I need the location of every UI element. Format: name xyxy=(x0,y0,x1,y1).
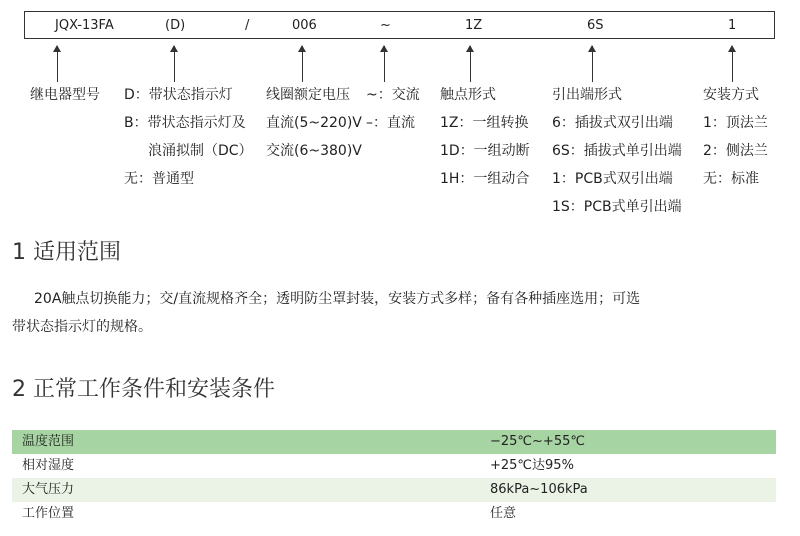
scope-paragraph-line: 20A触点切换能力；交/直流规格齐全；透明防尘罩封装，安装方式多样；备有各种插座选用；可选 xyxy=(34,291,641,307)
model-segment-slash: / xyxy=(245,18,250,33)
row-label: 工作位置 xyxy=(22,506,75,521)
legend-indicator-item: D：带状态指示灯 xyxy=(124,87,233,103)
legend-indicator-item: 浪涌拟制（DC） xyxy=(148,143,253,159)
conditions-table xyxy=(12,430,776,526)
table-row xyxy=(12,502,776,526)
arrow-icon-mounting xyxy=(732,46,733,82)
row-label: 大气压力 xyxy=(22,482,75,497)
arrow-icon-terminal xyxy=(592,46,593,82)
legend-contact-item: 1D：一组动断 xyxy=(440,143,530,159)
table-row xyxy=(12,454,776,478)
legend-terminal-item: 1：PCB式双引出端 xyxy=(552,171,673,187)
legend-voltage-item: 直流(5~220)V xyxy=(266,115,362,131)
legend-indicator-item: B：带状态指示灯及 xyxy=(124,115,246,131)
model-segment-mounting: 1 xyxy=(728,18,737,33)
legend-indicator-item: 无：普通型 xyxy=(124,171,194,187)
arrow-icon-current-type xyxy=(384,46,385,82)
row-value: 86kPa~106kPa xyxy=(490,482,588,497)
legend-voltage-item: 交流(6~380)V xyxy=(266,143,362,159)
legend-contact-item: 1Z：一组转换 xyxy=(440,115,529,131)
model-segment-contact: 1Z xyxy=(465,18,483,33)
legend-contact-title: 触点形式 xyxy=(440,87,496,103)
arrow-icon-indicator xyxy=(174,46,175,82)
legend-model-title: 继电器型号 xyxy=(30,87,100,103)
legend-mounting-title: 安装方式 xyxy=(703,87,759,103)
row-value: 任意 xyxy=(490,506,517,521)
arrow-icon-voltage xyxy=(302,46,303,82)
model-code-box xyxy=(24,11,775,39)
legend-mounting-item: 2：侧法兰 xyxy=(703,143,768,159)
section-heading-scope: 1 适用范围 xyxy=(12,240,121,265)
table-row xyxy=(12,478,776,502)
legend-current-item: ~：交流 xyxy=(366,87,420,103)
legend-mounting-item: 无：标准 xyxy=(703,171,759,187)
row-value: +25℃达95% xyxy=(490,458,574,473)
legend-current-item: –：直流 xyxy=(366,115,415,131)
row-label: 相对湿度 xyxy=(22,458,75,473)
legend-voltage-title: 线圈额定电压 xyxy=(266,87,350,103)
section-heading-conditions: 2 正常工作条件和安装条件 xyxy=(12,377,275,402)
legend-terminal-item: 6：插拔式双引出端 xyxy=(552,115,673,131)
model-segment-current-type: ~ xyxy=(380,18,391,33)
row-label: 温度范围 xyxy=(22,434,75,449)
model-segment-indicator: (D) xyxy=(165,18,186,33)
model-segment-voltage: 006 xyxy=(292,18,317,33)
legend-mounting-item: 1：顶法兰 xyxy=(703,115,768,131)
row-value: −25℃~+55℃ xyxy=(490,434,585,449)
model-segment-terminal: 6S xyxy=(587,18,604,33)
table-row xyxy=(12,430,776,454)
legend-contact-item: 1H：一组动合 xyxy=(440,171,530,187)
legend-terminal-item: 6S：插拔式单引出端 xyxy=(552,143,682,159)
legend-terminal-item: 1S：PCB式单引出端 xyxy=(552,199,682,215)
model-segment-series: JQX-13FA xyxy=(55,18,114,33)
arrow-icon-series xyxy=(57,46,58,82)
legend-terminal-title: 引出端形式 xyxy=(552,87,622,103)
arrow-icon-contact xyxy=(470,46,471,82)
scope-paragraph-line: 带状态指示灯的规格。 xyxy=(12,319,152,335)
